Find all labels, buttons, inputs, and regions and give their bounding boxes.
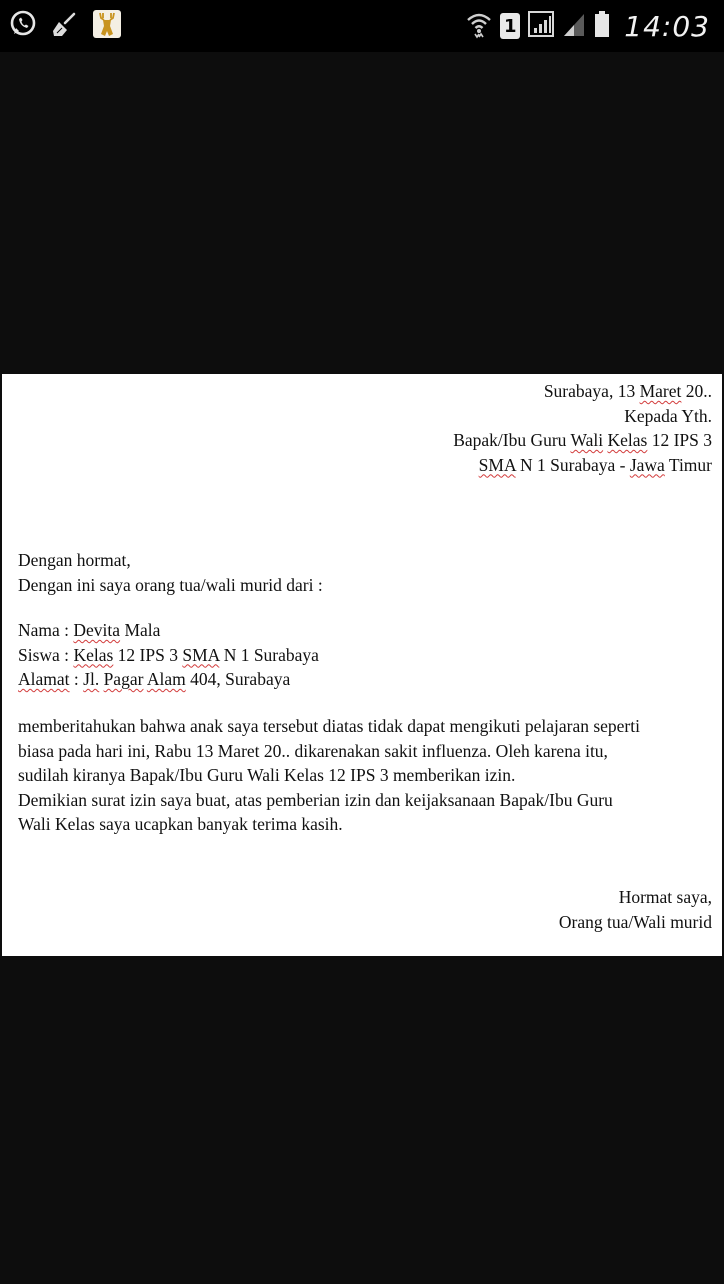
class-mid: 12 IPS 3 bbox=[113, 644, 183, 665]
body-line: Wali Kelas saya ucapkan banyak terima kasih. bbox=[18, 814, 343, 834]
name-last: Mala bbox=[120, 620, 161, 640]
deer-app-icon bbox=[92, 9, 122, 44]
wifi-icon bbox=[466, 9, 492, 44]
recipient-pre: Bapak/Ibu Guru bbox=[453, 430, 571, 450]
sim-1-badge: 1 bbox=[500, 13, 520, 39]
signal-bars-icon bbox=[562, 10, 586, 43]
battery-icon bbox=[594, 9, 610, 44]
address-alam: Alam bbox=[146, 669, 186, 689]
notification-icons bbox=[8, 10, 122, 42]
whatsapp-icon bbox=[8, 9, 38, 44]
letter-closing bbox=[559, 885, 712, 934]
date-prefix: Surabaya, 13 bbox=[543, 381, 640, 401]
system-icons bbox=[466, 8, 710, 44]
letter-opening bbox=[18, 548, 323, 597]
body-line: sudilah kiranya Bapak/Ibu Guru Wali Kelas 12 IPS 3 memberikan izin. bbox=[18, 765, 516, 785]
name-first: Devita bbox=[73, 620, 121, 640]
address-suffix: 404, Surabaya bbox=[185, 669, 291, 689]
name-label: Nama : bbox=[18, 620, 74, 640]
school-jawa: Jawa bbox=[629, 454, 665, 475]
opening-sentence: Dengan ini saya orang tua/wali murid dari : bbox=[18, 574, 323, 595]
recipient-suffix: 12 IPS 3 bbox=[647, 430, 712, 450]
student-name bbox=[18, 618, 319, 643]
body-line: memberitahukan bahwa anak saya tersebut diatas tidak dapat mengikuti pelajaran seperti bbox=[18, 716, 640, 736]
recipient-school bbox=[453, 453, 712, 478]
recipient-name bbox=[453, 428, 712, 453]
address-label: Alamat bbox=[18, 669, 70, 689]
date-month: Maret bbox=[639, 381, 682, 401]
class-sma: SMA bbox=[182, 644, 220, 665]
address-jl: Jl. bbox=[83, 669, 100, 689]
signal-box-icon bbox=[528, 10, 554, 43]
address-pagar: Pagar bbox=[103, 669, 144, 689]
letter-document bbox=[2, 374, 722, 956]
recipient-label: Kepada Yth. bbox=[624, 405, 712, 426]
address-colon: : bbox=[69, 669, 84, 689]
student-address bbox=[18, 667, 319, 692]
letter-date bbox=[453, 379, 712, 404]
letter-body bbox=[18, 714, 640, 837]
date-suffix: 20.. bbox=[681, 381, 712, 401]
student-details bbox=[18, 618, 319, 692]
class-label: Siswa : bbox=[18, 644, 74, 665]
salutation: Dengan hormat, bbox=[18, 550, 131, 570]
body-line: Demikian surat izin saya buat, atas pemberian izin dan keijaksanaan Bapak/Ibu Guru bbox=[18, 789, 613, 810]
broom-cleaner-icon bbox=[50, 9, 80, 44]
closing-regards: Hormat saya, bbox=[618, 887, 712, 907]
closing-signatory: Orang tua/Wali murid bbox=[558, 911, 712, 932]
status-bar bbox=[0, 0, 724, 52]
body-line: biasa pada hari ini, Rabu 13 Maret 20.. dikarenakan sakit influenza. Oleh karena itu, bbox=[18, 740, 608, 761]
class-suffix: N 1 Surabaya bbox=[219, 644, 319, 665]
recipient-kelas: Kelas bbox=[607, 430, 648, 450]
class-kelas: Kelas bbox=[73, 644, 114, 665]
recipient-wali: Wali bbox=[570, 430, 604, 450]
student-class bbox=[18, 643, 319, 668]
school-mid: N 1 Surabaya - bbox=[515, 454, 630, 475]
letter-header bbox=[453, 379, 712, 477]
school-suffix: Timur bbox=[664, 454, 712, 475]
school-sma: SMA bbox=[478, 454, 516, 475]
status-time: 14:03 bbox=[624, 9, 710, 43]
